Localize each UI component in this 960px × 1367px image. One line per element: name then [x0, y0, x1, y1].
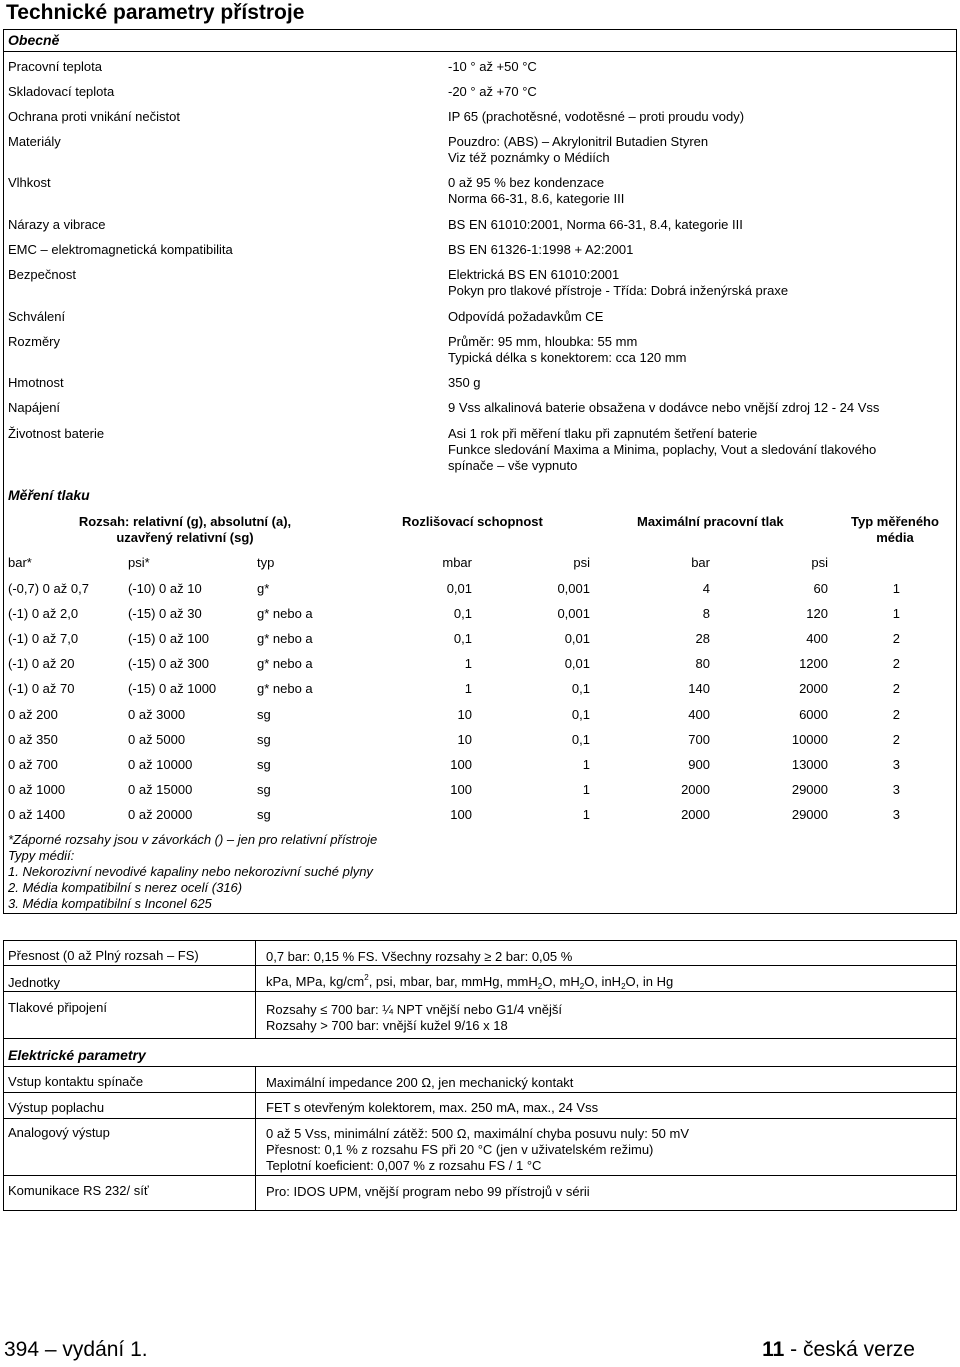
spec-label: Ochrana proti vnikání nečistot [8, 109, 180, 124]
cell-res-mbar: 10 [457, 732, 472, 747]
unit-cell: bar* [8, 555, 32, 570]
cell-range-psi: 0 až 10000 [128, 757, 193, 772]
cell-media-type: 2 [892, 631, 900, 646]
cell-range-psi: 0 až 15000 [128, 782, 193, 797]
cell-range-psi: (-15) 0 až 300 [128, 656, 209, 671]
cell-max-psi: 6000 [799, 707, 828, 722]
unit-cell: bar [691, 555, 710, 570]
analog-output-value-1: 0 až 5 Vss, minimální zátěž: 500 Ω, maximální chyba posuvu nuly: 50 mV [266, 1126, 690, 1141]
cell-res-mbar: 1 [464, 681, 472, 696]
cell-range-bar: (-1) 0 až 2,0 [8, 606, 79, 621]
cell-max-psi: 1200 [799, 656, 828, 671]
cell-range-type: sg [257, 707, 271, 722]
cell-res-psi: 1 [582, 807, 590, 822]
cell-res-psi: 1 [582, 757, 590, 772]
cell-max-bar: 4 [702, 581, 710, 596]
specs-column-divider-bottom [255, 1066, 256, 1211]
spec-label: EMC – elektromagnetická kompatibilita [8, 242, 233, 257]
unit-cell: typ [257, 555, 275, 570]
spec-label: Napájení [8, 400, 61, 415]
unit-cell: psi [811, 555, 828, 570]
spec-label: Nárazy a vibrace [8, 217, 106, 232]
cell-media-type: 3 [892, 757, 900, 772]
switch-input-value: Maximální impedance 200 Ω, jen mechanický kontakt [266, 1075, 574, 1090]
cell-res-mbar: 100 [450, 757, 472, 772]
cell-res-psi: 0,1 [571, 732, 590, 747]
specs-row-divider [3, 1092, 957, 1093]
cell-res-mbar: 10 [457, 707, 472, 722]
units-value-part: kPa, MPa, kg/cm [266, 974, 365, 989]
cell-media-type: 3 [892, 807, 900, 822]
connection-label: Tlakové připojení [8, 1000, 107, 1015]
cell-media-type: 1 [892, 606, 900, 621]
header-range-line-2: uzavřený relativní (sg) [116, 530, 254, 545]
specs-row-divider [3, 965, 957, 966]
spec-value: -20 ° až +70 °C [448, 84, 537, 99]
spec-value: -10 ° až +50 °C [448, 59, 537, 74]
specs-row-divider [3, 1118, 957, 1119]
cell-res-psi: 0,001 [557, 606, 590, 621]
spec-label: Materiály [8, 134, 61, 149]
spec-value: 350 g [448, 375, 481, 390]
header-range-line-1: Rozsah: relativní (g), absolutní (a), [78, 514, 292, 529]
cell-max-bar: 700 [688, 732, 710, 747]
switch-input-label: Vstup kontaktu spínače [8, 1074, 144, 1089]
page-title: Technické parametry přístroje [6, 1, 305, 24]
cell-range-bar: (-1) 0 až 70 [8, 681, 75, 696]
cell-media-type: 2 [892, 681, 900, 696]
spec-label: Hmotnost [8, 375, 64, 390]
cell-media-type: 2 [892, 707, 900, 722]
cell-res-mbar: 0,01 [446, 581, 472, 596]
cell-range-bar: 0 až 1000 [8, 782, 66, 797]
cell-max-bar: 140 [688, 681, 710, 696]
cell-range-bar: 0 až 1400 [8, 807, 66, 822]
general-heading: Obecně [8, 32, 60, 48]
cell-max-psi: 29000 [791, 807, 828, 822]
general-heading-divider [3, 51, 957, 52]
spec-value: Funkce sledování Maxima a Minima, poplachy, Vout a sledování tlakového [448, 442, 877, 457]
units-label: Jednotky [8, 975, 61, 990]
cell-res-psi: 0,1 [571, 707, 590, 722]
spec-value: Viz též poznámky o Médiích [448, 150, 610, 165]
analog-output-value-3: Teplotní koeficient: 0,007 % z rozsahu FS / 1 °C [266, 1158, 542, 1173]
specs-row-divider [3, 1066, 957, 1067]
cell-res-psi: 0,01 [564, 656, 590, 671]
comms-value: Pro: IDOS UPM, vnější program nebo 99 přístrojů v sérii [266, 1184, 590, 1199]
cell-max-psi: 13000 [791, 757, 828, 772]
spec-value: Typická délka s konektorem: cca 120 mm [448, 350, 687, 365]
cell-range-bar: (-1) 0 až 7,0 [8, 631, 79, 646]
header-max-pressure: Maximální pracovní tlak [637, 514, 784, 529]
note-media-2: 2. Média kompatibilní s nerez ocelí (316) [8, 880, 243, 895]
cell-res-mbar: 100 [450, 782, 472, 797]
cell-max-bar: 400 [688, 707, 710, 722]
cell-range-bar: 0 až 700 [8, 757, 58, 772]
cell-range-type: sg [257, 732, 271, 747]
spec-value: Pokyn pro tlakové přístroje - Třída: Dobrá inženýrská praxe [448, 283, 789, 298]
cell-res-psi: 0,001 [557, 581, 590, 596]
unit-cell: psi [573, 555, 590, 570]
cell-media-type: 3 [892, 782, 900, 797]
cell-media-type: 2 [892, 656, 900, 671]
measurement-heading: Měření tlaku [8, 487, 90, 503]
spec-label: Skladovací teplota [8, 84, 115, 99]
footer-page-number: 11 [762, 1338, 785, 1361]
unit-cell: mbar [442, 555, 472, 570]
cell-range-bar: (-1) 0 až 20 [8, 656, 75, 671]
note-media-1: 1. Nekorozivní nevodivé kapaliny nebo nekorozivní suché plyny [8, 864, 373, 879]
analog-output-label: Analogový výstup [8, 1125, 110, 1140]
cell-range-bar: (-0,7) 0 až 0,7 [8, 581, 89, 596]
alarm-output-label: Výstup poplachu [8, 1100, 105, 1115]
cell-max-bar: 28 [695, 631, 710, 646]
accuracy-value: 0,7 bar: 0,15 % FS. Všechny rozsahy ≥ 2 bar: 0,05 % [266, 949, 573, 964]
units-value-part: O, in Hg [625, 974, 674, 989]
units-value-subscript: 2 [537, 982, 543, 991]
cell-range-psi: 0 až 3000 [128, 707, 186, 722]
specs-column-divider-top [255, 940, 256, 1038]
spec-label: Bezpečnost [8, 267, 76, 282]
electrical-heading: Elektrické parametry [8, 1047, 146, 1063]
accuracy-label: Přesnost (0 až Plný rozsah – FS) [8, 948, 199, 963]
units-value-superscript: 2 [364, 973, 369, 982]
cell-range-psi: (-10) 0 až 10 [128, 581, 202, 596]
cell-max-psi: 120 [806, 606, 828, 621]
spec-value: Norma 66-31, 8.6, kategorie III [448, 191, 625, 206]
units-value-subscript: 2 [621, 982, 626, 991]
spec-label: Vlhkost [8, 175, 51, 190]
cell-range-type: g* nebo a [257, 656, 313, 671]
spec-value: 9 Vss alkalinová baterie obsažena v dodávce nebo vnější zdroj 12 - 24 Vss [448, 400, 880, 415]
cell-range-bar: 0 až 200 [8, 707, 58, 722]
cell-range-psi: (-15) 0 až 100 [128, 631, 209, 646]
spec-label: Pracovní teplota [8, 59, 102, 74]
units-value [266, 974, 673, 990]
note-negative-ranges: *Záporné rozsahy jsou v závorkách () – jen pro relativní přístroje [8, 832, 378, 847]
analog-output-value-2: Přesnost: 0,1 % z rozsahu FS při 20 °C (jen v uživatelském režimu) [266, 1142, 654, 1157]
cell-range-type: g* nebo a [257, 681, 313, 696]
connection-value-2: Rozsahy > 700 bar: vnější kužel 9/16 x 18 [266, 1018, 508, 1033]
cell-range-type: g* nebo a [257, 606, 313, 621]
connection-value-1: Rozsahy ≤ 700 bar: ¼ NPT vnější nebo G1/4 vnější [266, 1002, 562, 1017]
cell-res-mbar: 1 [464, 656, 472, 671]
cell-range-psi: (-15) 0 až 30 [128, 606, 202, 621]
unit-cell: psi* [128, 555, 150, 570]
cell-range-psi: 0 až 20000 [128, 807, 193, 822]
cell-res-mbar: 0,1 [453, 631, 472, 646]
specs-row-divider [3, 991, 957, 992]
units-value-subscript: 2 [579, 982, 585, 991]
alarm-output-value: FET s otevřeným kolektorem, max. 250 mA, max., 24 Vss [266, 1100, 599, 1115]
cell-max-bar: 2000 [681, 782, 710, 797]
spec-value: Pouzdro: (ABS) – Akrylonitril Butadien Styren [448, 134, 709, 149]
cell-range-type: g* nebo a [257, 631, 313, 646]
spec-label: Rozměry [8, 334, 61, 349]
header-media-line-2: média [876, 530, 914, 545]
spec-value: Odpovídá požadavkům CE [448, 309, 604, 324]
cell-max-psi: 29000 [791, 782, 828, 797]
header-range [60, 514, 310, 546]
cell-max-bar: 8 [702, 606, 710, 621]
cell-res-psi: 0,01 [564, 631, 590, 646]
cell-range-type: g* [257, 581, 270, 596]
cell-max-psi: 60 [813, 581, 828, 596]
cell-range-type: sg [257, 782, 271, 797]
footer-edition: 394 – vydání 1. [4, 1338, 148, 1361]
cell-res-mbar: 0,1 [453, 606, 472, 621]
units-value-part: O, inH [584, 974, 622, 989]
specs-row-divider [3, 1175, 957, 1176]
units-value-part: , psi, mbar, bar, mmHg, mmH [368, 974, 538, 989]
spec-value: IP 65 (prachotěsné, vodotěsné – proti proudu vody) [448, 109, 745, 124]
cell-max-psi: 400 [806, 631, 828, 646]
spec-value: BS EN 61010:2001, Norma 66-31, 8.4, kategorie III [448, 217, 743, 232]
spec-value: Průměr: 95 mm, hloubka: 55 mm [448, 334, 638, 349]
footer-language-text: - česká verze [784, 1338, 915, 1361]
comms-label: Komunikace RS 232/ síť [8, 1183, 149, 1198]
cell-range-psi: (-15) 0 až 1000 [128, 681, 217, 696]
header-media-line-1: Typ měřeného [851, 514, 939, 529]
specs-row-divider [3, 1038, 957, 1039]
cell-res-psi: 1 [582, 782, 590, 797]
header-media-type [840, 514, 950, 546]
spec-value: Elektrická BS EN 61010:2001 [448, 267, 620, 282]
cell-range-bar: 0 až 350 [8, 732, 58, 747]
note-media-3: 3. Média kompatibilní s Inconel 625 [8, 896, 212, 911]
note-media-heading: Typy médií: [8, 848, 75, 863]
cell-max-psi: 10000 [791, 732, 828, 747]
footer-language [762, 1338, 915, 1362]
cell-res-psi: 0,1 [571, 681, 590, 696]
cell-range-type: sg [257, 807, 271, 822]
cell-max-psi: 2000 [799, 681, 828, 696]
spec-value: Asi 1 rok při měření tlaku při zapnutém šetření baterie [448, 426, 758, 441]
spec-value: 0 až 95 % bez kondenzace [448, 175, 605, 190]
spec-label: Životnost baterie [8, 426, 105, 441]
cell-media-type: 1 [892, 581, 900, 596]
cell-max-bar: 2000 [681, 807, 710, 822]
cell-media-type: 2 [892, 732, 900, 747]
spec-value: BS EN 61326-1:1998 + A2:2001 [448, 242, 634, 257]
cell-range-type: sg [257, 757, 271, 772]
cell-max-bar: 900 [688, 757, 710, 772]
spec-value: spínače – vše vypnuto [448, 458, 578, 473]
cell-max-bar: 80 [695, 656, 710, 671]
cell-res-mbar: 100 [450, 807, 472, 822]
cell-range-psi: 0 až 5000 [128, 732, 186, 747]
units-value-part: O, mH [542, 974, 580, 989]
spec-label: Schválení [8, 309, 66, 324]
header-resolution: Rozlišovací schopnost [402, 514, 543, 529]
